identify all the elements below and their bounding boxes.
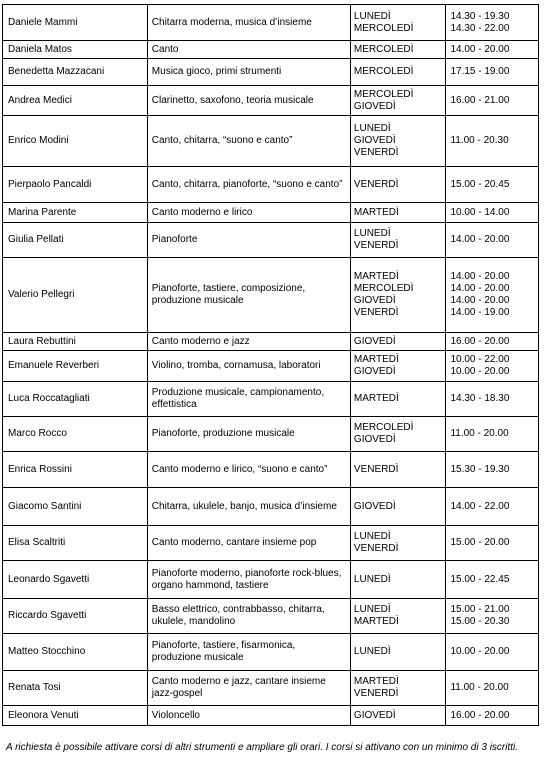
days-cell [350,417,446,452]
day-label: LUNEDÌ [353,604,391,615]
teacher-name: Marina Parente [3,203,148,223]
course-name: Pianoforte moderno, pianoforte rock-blues, organo hammond, tastiere [151,567,342,591]
course-cell [147,86,350,116]
hours-label: 15.00 - 20.00 [450,537,510,548]
day-label: MARTEDÌ [353,393,399,404]
hours-label: 14.30 - 19.30 [450,10,510,22]
day-label: LUNEDÌ [353,10,391,22]
days-cell [350,706,446,726]
hours-cell [446,351,539,382]
teacher-name: Luca Roccatagliati [3,382,148,417]
teacher-name: Enrico Modini [3,116,148,167]
table-row [3,452,539,488]
days-cell [350,5,446,41]
hours-label: 15.00 - 21.00 [450,604,510,615]
day-label: MARTEDÌ [353,206,399,218]
days-cell [350,561,446,599]
days-cell [350,258,446,333]
course-name: Canto moderno, cantare insieme pop [151,537,317,548]
course-cell [147,488,350,526]
course-name: Canto moderno e lirico, “suono e canto” [151,463,328,475]
hours-cell [446,203,539,223]
hours-cell [446,561,539,599]
hours-cell [446,333,539,351]
table-row [3,116,539,167]
days-cell [350,599,446,634]
course-cell [147,333,350,351]
day-label: VENERDÌ [353,240,399,251]
day-label: MARTEDÌ [353,271,399,282]
course-name: Pianoforte, tastiere, fisarmonica, produzione musicale [151,640,296,663]
teacher-name: Leonardo Sgavetti [3,561,148,599]
day-label: MERCOLEDÌ [353,22,414,34]
day-label: GIOVEDÌ [353,335,396,347]
course-cell [147,223,350,258]
hours-cell [446,671,539,706]
course-name: Canto, chitarra, “suono e canto” [151,135,293,146]
teacher-name: Daniele Mammi [3,5,148,41]
course-name: Musica gioco, primi strumenti [151,66,282,77]
day-label: LUNEDÌ [353,573,391,585]
hours-label: 16.00 - 20.00 [450,709,510,721]
day-label: GIOVEDÌ [353,295,396,306]
course-cell [147,706,350,726]
hours-cell [446,116,539,167]
teacher-name: Laura Rebuttini [3,333,148,351]
table-row [3,167,539,203]
course-name: Canto, chitarra, pianoforte, “suono e canto” [151,178,343,190]
course-name: Clarinetto, saxofono, teoria musicale [151,94,314,106]
day-label: VENERDÌ [353,543,399,554]
hours-label: 14.00 - 20.00 [450,283,510,294]
day-label: VENERDÌ [353,307,399,318]
table-row [3,333,539,351]
days-cell [350,382,446,417]
hours-label: 10.00 - 20.00 [450,646,510,657]
table-row [3,203,539,223]
teacher-name: Giacomo Santini [3,488,148,526]
day-label: GIOVEDÌ [353,135,396,146]
day-label: VENERDÌ [353,178,399,190]
days-cell [350,333,446,351]
day-label: VENERDÌ [353,463,399,475]
course-name: Canto [151,43,179,55]
day-label: LUNEDÌ [353,228,391,239]
course-cell [147,203,350,223]
hours-label: 10.00 - 14.00 [450,206,510,218]
table-row [3,706,539,726]
table-row [3,5,539,41]
teachers-schedule-table [2,4,539,726]
course-name: Chitarra, ukulele, banjo, musica d’insieme [151,500,337,512]
days-cell [350,488,446,526]
hours-label: 14.30 - 22.00 [450,22,510,34]
course-name: Violoncello [151,709,200,721]
hours-cell [446,41,539,59]
course-cell [147,116,350,167]
day-label: GIOVEDÌ [353,709,396,721]
table-row [3,671,539,706]
hours-label: 15.30 - 19.30 [450,463,510,475]
days-cell [350,526,446,561]
days-cell [350,59,446,86]
course-name: Pianoforte [151,234,198,245]
hours-label: 16.00 - 20.00 [450,335,510,347]
course-cell [147,452,350,488]
course-cell [147,634,350,671]
hours-label: 14.00 - 19.00 [450,307,510,318]
hours-cell [446,488,539,526]
hours-cell [446,382,539,417]
course-cell [147,258,350,333]
days-cell [350,671,446,706]
hours-cell [446,5,539,41]
course-name: Canto moderno e jazz [151,335,250,347]
course-name: Produzione musicale, campionamento, effettistica [151,387,325,410]
day-label: VENERDÌ [353,147,399,158]
days-cell [350,203,446,223]
course-name: Pianoforte, tastiere, composizione, produzione musicale [151,283,306,306]
days-cell [350,167,446,203]
teacher-name: Riccardo Sgavetti [3,599,148,634]
hours-cell [446,634,539,671]
days-cell [350,351,446,382]
footnote: A richiesta è possibile attivare corsi di altri strumenti e ampliare gli orari. I corsi si attivano con un minimo di 3 iscritti. [6,742,519,753]
days-cell [350,41,446,59]
table-row [3,59,539,86]
day-label: GIOVEDÌ [353,366,396,377]
hours-cell [446,223,539,258]
course-name: Pianoforte, produzione musicale [151,428,295,439]
hours-cell [446,706,539,726]
days-cell [350,452,446,488]
teacher-name: Daniela Matos [3,41,148,59]
teacher-name: Elisa Scaltriti [3,526,148,561]
teacher-name: Eleonora Venuti [3,706,148,726]
hours-label: 14.00 - 20.00 [450,234,510,245]
table-row [3,417,539,452]
table-row [3,561,539,599]
table-row [3,526,539,561]
hours-label: 14.00 - 20.00 [450,271,510,282]
days-cell [350,634,446,671]
day-label: LUNEDÌ [353,123,391,134]
course-cell [147,599,350,634]
teacher-name: Enrica Rossini [3,452,148,488]
teacher-name: Renata Tosi [3,671,148,706]
hours-label: 14.00 - 20.00 [450,295,510,306]
course-cell [147,167,350,203]
hours-cell [446,599,539,634]
teacher-name: Pierpaolo Pancaldi [3,167,148,203]
table-row [3,599,539,634]
day-label: MARTEDÌ [353,354,399,365]
hours-label: 17.15 - 19.00 [450,66,510,77]
teacher-name: Matteo Stocchino [3,634,148,671]
day-label: LUNEDÌ [353,646,391,657]
days-cell [350,223,446,258]
teacher-name: Andrea Medici [3,86,148,116]
course-cell [147,59,350,86]
course-cell [147,671,350,706]
course-name: Violino, tromba, cornamusa, laboratori [151,360,321,371]
course-name: Basso elettrico, contrabbasso, chitarra, ukulele, mandolino [151,604,325,627]
course-cell [147,5,350,41]
hours-label: 14.00 - 22.00 [450,500,510,512]
table-row [3,41,539,59]
hours-label: 14.00 - 20.00 [450,43,510,55]
day-label: MARTEDÌ [353,616,399,627]
course-cell [147,382,350,417]
hours-cell [446,417,539,452]
hours-label: 11.00 - 20.00 [450,682,509,693]
hours-label: 11.00 - 20.00 [450,428,509,439]
course-name: Canto moderno e lirico [151,206,253,218]
hours-cell [446,86,539,116]
day-label: GIOVEDÌ [353,500,396,512]
hours-label: 10.00 - 20.00 [450,366,510,377]
table-row [3,223,539,258]
course-name: Chitarra moderna, musica d’insieme [151,16,312,28]
hours-label: 10.00 - 22.00 [450,354,510,365]
teacher-name: Valerio Pellegri [3,258,148,333]
days-cell [350,116,446,167]
table-row [3,351,539,382]
hours-label: 11.00 - 20.30 [450,135,509,146]
table-row [3,258,539,333]
course-cell [147,561,350,599]
hours-cell [446,167,539,203]
course-name: Canto moderno e jazz, cantare insieme jazz-gospel [151,676,326,699]
table-row [3,86,539,116]
teacher-name: Marco Rocco [3,417,148,452]
teacher-name: Emanuele Reverberi [3,351,148,382]
table-row [3,634,539,671]
day-label: MERCOLEDÌ [353,283,414,294]
day-label: MERCOLEDÌ [353,422,414,433]
day-label: MARTEDÌ [353,676,399,687]
hours-label: 16.00 - 21.00 [450,94,510,106]
hours-label: 14.30 - 18.30 [450,393,510,404]
course-cell [147,351,350,382]
day-label: GIOVEDÌ [353,100,396,112]
teacher-name: Giulia Pellati [3,223,148,258]
hours-cell [446,452,539,488]
hours-label: 15.00 - 22.45 [450,573,510,585]
course-cell [147,526,350,561]
hours-cell [446,59,539,86]
table-row [3,382,539,417]
days-cell [350,86,446,116]
day-label: LUNEDÌ [353,531,391,542]
teacher-name: Benedetta Mazzacani [3,59,148,86]
day-label: GIOVEDÌ [353,434,396,445]
hours-label: 15.00 - 20.30 [450,616,510,627]
hours-cell [446,526,539,561]
course-cell [147,417,350,452]
day-label: VENERDÌ [353,688,399,699]
hours-cell [446,258,539,333]
course-cell [147,41,350,59]
day-label: MERCOLEDÌ [353,88,414,100]
hours-label: 15.00 - 20.45 [450,178,510,190]
day-label: MERCOLEDÌ [353,66,414,77]
day-label: MERCOLEDÌ [353,43,414,55]
table-row [3,488,539,526]
